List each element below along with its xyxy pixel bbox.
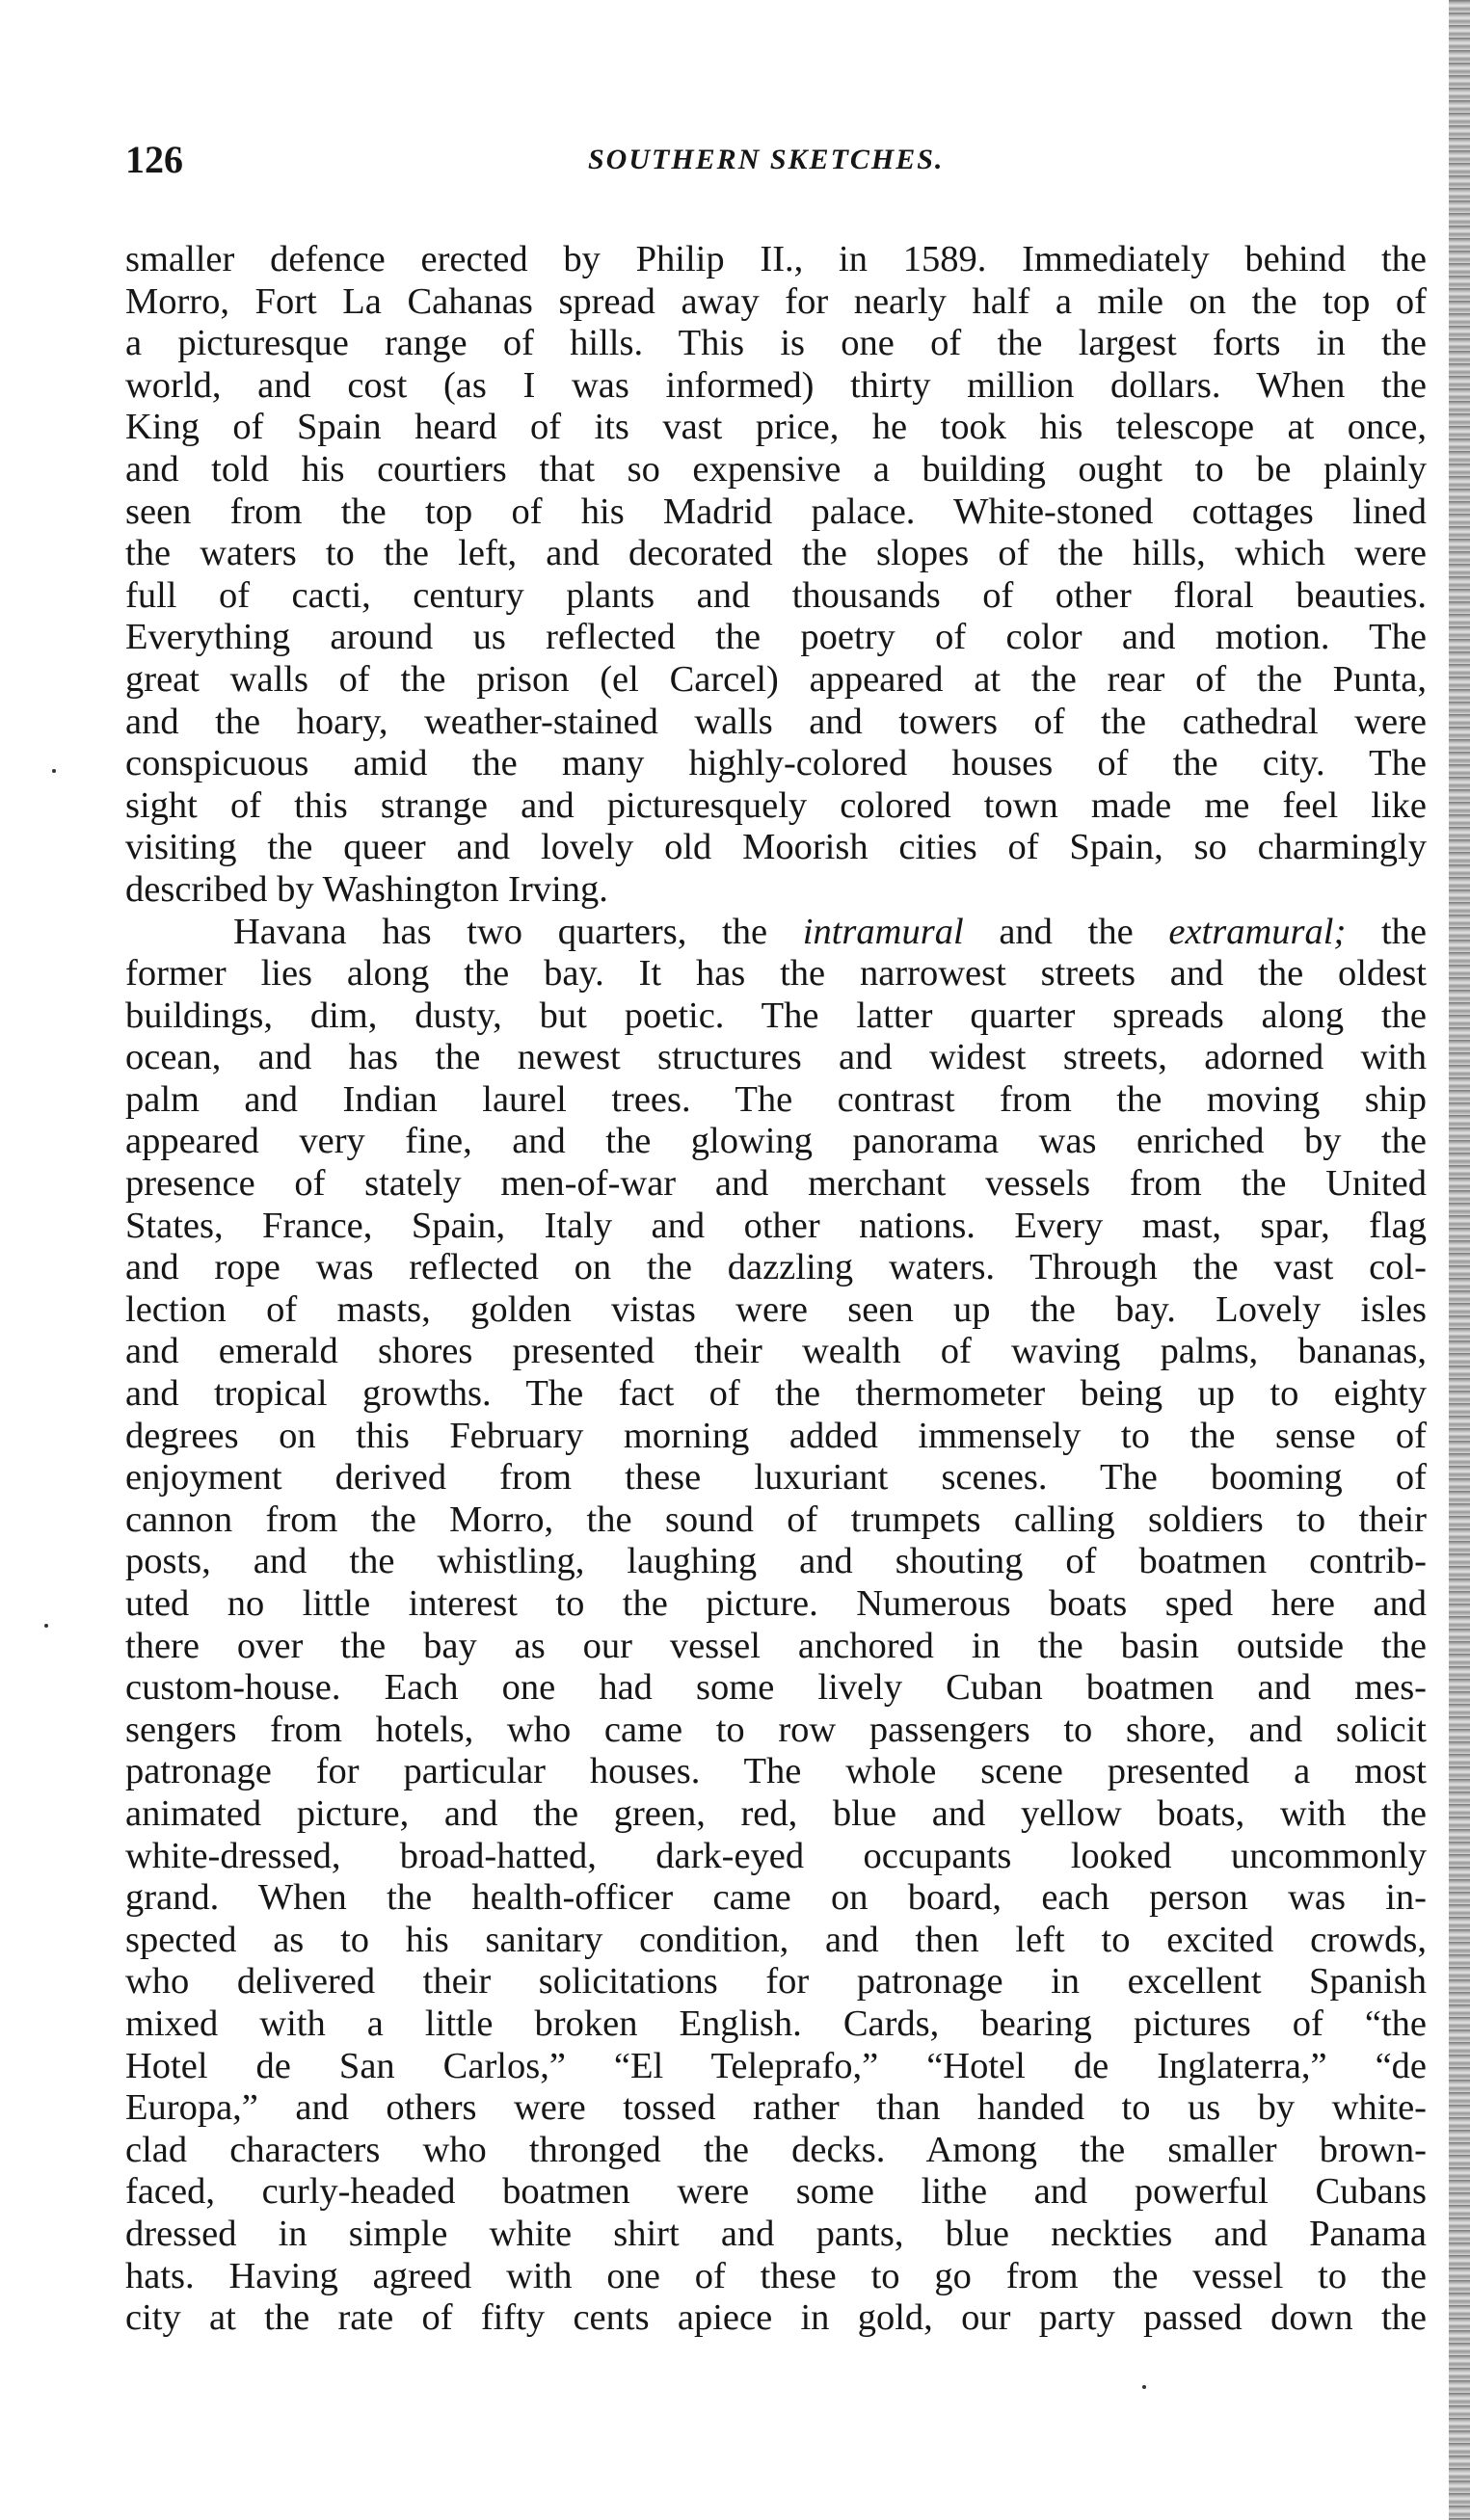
text-line: clad characters who thronged the decks. Among the smaller brown- xyxy=(125,2129,1427,2170)
running-title: SOUTHERN SKETCHES. xyxy=(588,144,945,175)
italic-term-intramural: intramural xyxy=(802,911,964,952)
text-line: mixed with a little broken English. Cards, bearing pictures of “the xyxy=(125,2003,1427,2044)
text-line: ocean, and has the newest structures and widest streets, adorned with xyxy=(125,1037,1427,1078)
text-line: former lies along the bay. It has the narrowest streets and the oldest xyxy=(125,953,1427,995)
text-run: the xyxy=(1346,911,1427,952)
running-head xyxy=(125,133,1427,187)
paragraph-first-line xyxy=(125,912,1427,954)
text-line: Europa,” and others were tossed rather than handed to us by white- xyxy=(125,2087,1427,2129)
text-line: Hotel de San Carlos,” “El Teleprafo,” “Hotel de Inglaterra,” “de xyxy=(125,2045,1427,2086)
text-line: there over the bay as our vessel anchored in the basin outside the xyxy=(125,1625,1427,1666)
text-line: dressed in simple white shirt and pants, blue neckties and Panama xyxy=(125,2213,1427,2254)
text-line: the waters to the left, and decorated the slopes of the hills, which were xyxy=(125,533,1427,574)
text-line: uted no little interest to the picture. Numerous boats sped here and xyxy=(125,1583,1427,1624)
text-line: degrees on this February morning added immensely to the sense of xyxy=(125,1415,1427,1456)
text-line: King of Spain heard of its vast price, he took his telescope at once, xyxy=(125,407,1427,448)
print-speck xyxy=(44,1624,48,1628)
book-spine-edge xyxy=(1449,0,1470,2520)
text-line: and the hoary, weather-stained walls and towers of the cathedral were xyxy=(125,701,1427,742)
text-line: full of cacti, century plants and thousands of other floral beauties. xyxy=(125,574,1427,616)
text-line: and told his courtiers that so expensive a building ought to be plainly xyxy=(125,448,1427,490)
page-number: 126 xyxy=(125,138,183,181)
text-line: presence of stately men-of-war and merchant vessels from the United xyxy=(125,1163,1427,1205)
text-line: great walls of the prison (el Carcel) appeared at the rear of the Punta, xyxy=(125,658,1427,700)
text-line: who delivered their solicitations for patronage in excellent Spanish xyxy=(125,1961,1427,2003)
text-line: white-dressed, broad-hatted, dark-eyed occupants looked uncommonly xyxy=(125,1835,1427,1876)
text-line: spected as to his sanitary condition, and then left to excited crowds, xyxy=(125,1919,1427,1960)
text-line: and tropical growths. The fact of the thermometer being up to eighty xyxy=(125,1373,1427,1415)
text-line: animated picture, and the green, red, blue and yellow boats, with the xyxy=(125,1792,1427,1834)
text-line: grand. When the health-officer came on board, each person was in- xyxy=(125,1877,1427,1919)
text-line: sight of this strange and picturesquely colored town made me feel like xyxy=(125,784,1427,826)
text-line: buildings, dim, dusty, but poetic. The latter quarter spreads along the xyxy=(125,995,1427,1036)
text-line: appeared very fine, and the glowing panorama was enriched by the xyxy=(125,1121,1427,1162)
body-text xyxy=(125,239,1427,2340)
text-line: a picturesque range of hills. This is one of the largest forts in the xyxy=(125,323,1427,364)
text-line: palm and Indian laurel trees. The contrast from the moving ship xyxy=(125,1078,1427,1120)
text-line: Morro, Fort La Cahanas spread away for nearly half a mile on the top of xyxy=(125,280,1427,322)
text-line: States, France, Spain, Italy and other nations. Every mast, spar, flag xyxy=(125,1205,1427,1246)
text-line: visiting the queer and lovely old Moorish cities of Spain, so charmingly xyxy=(125,827,1427,868)
text-line: cannon from the Morro, the sound of trumpets calling soldiers to their xyxy=(125,1499,1427,1540)
text-line: faced, curly-headed boatmen were some lithe and powerful Cubans xyxy=(125,2171,1427,2213)
text-line: patronage for particular houses. The whole scene presented a most xyxy=(125,1751,1427,1792)
print-speck xyxy=(1142,2385,1146,2389)
text-line: world, and cost (as I was informed) thirty million dollars. When the xyxy=(125,364,1427,406)
text-line: seen from the top of his Madrid palace. White-stoned cottages lined xyxy=(125,491,1427,532)
text-line: city at the rate of fifty cents apiece in gold, our party passed down the xyxy=(125,2297,1427,2339)
print-speck xyxy=(52,769,56,773)
text-run: Havana has two quarters, the xyxy=(233,911,803,952)
text-run: and the xyxy=(963,911,1169,952)
text-line: lection of masts, golden vistas were seen up the bay. Lovely isles xyxy=(125,1288,1427,1330)
text-line: enjoyment derived from these luxuriant scenes. The booming of xyxy=(125,1457,1427,1499)
text-line: Everything around us reflected the poetry of color and motion. The xyxy=(125,617,1427,658)
text-line: hats. Having agreed with one of these to go from the vessel to the xyxy=(125,2255,1427,2296)
italic-term-extramural: extramural; xyxy=(1168,911,1347,952)
text-line: and emerald shores presented their wealth of waving palms, bananas, xyxy=(125,1331,1427,1372)
text-line: custom-house. Each one had some lively Cuban boatmen and mes- xyxy=(125,1667,1427,1709)
text-line: described by Washington Irving. xyxy=(125,868,608,910)
text-line: and rope was reflected on the dazzling waters. Through the vast col- xyxy=(125,1247,1427,1288)
text-line: sengers from hotels, who came to row passengers to shore, and solicit xyxy=(125,1709,1427,1750)
text-line: smaller defence erected by Philip II., in 1589. Immediately behind the xyxy=(125,239,1427,279)
text-line: conspicuous amid the many highly-colored houses of the city. The xyxy=(125,743,1427,784)
text-line: posts, and the whistling, laughing and shouting of boatmen contrib- xyxy=(125,1541,1427,1582)
